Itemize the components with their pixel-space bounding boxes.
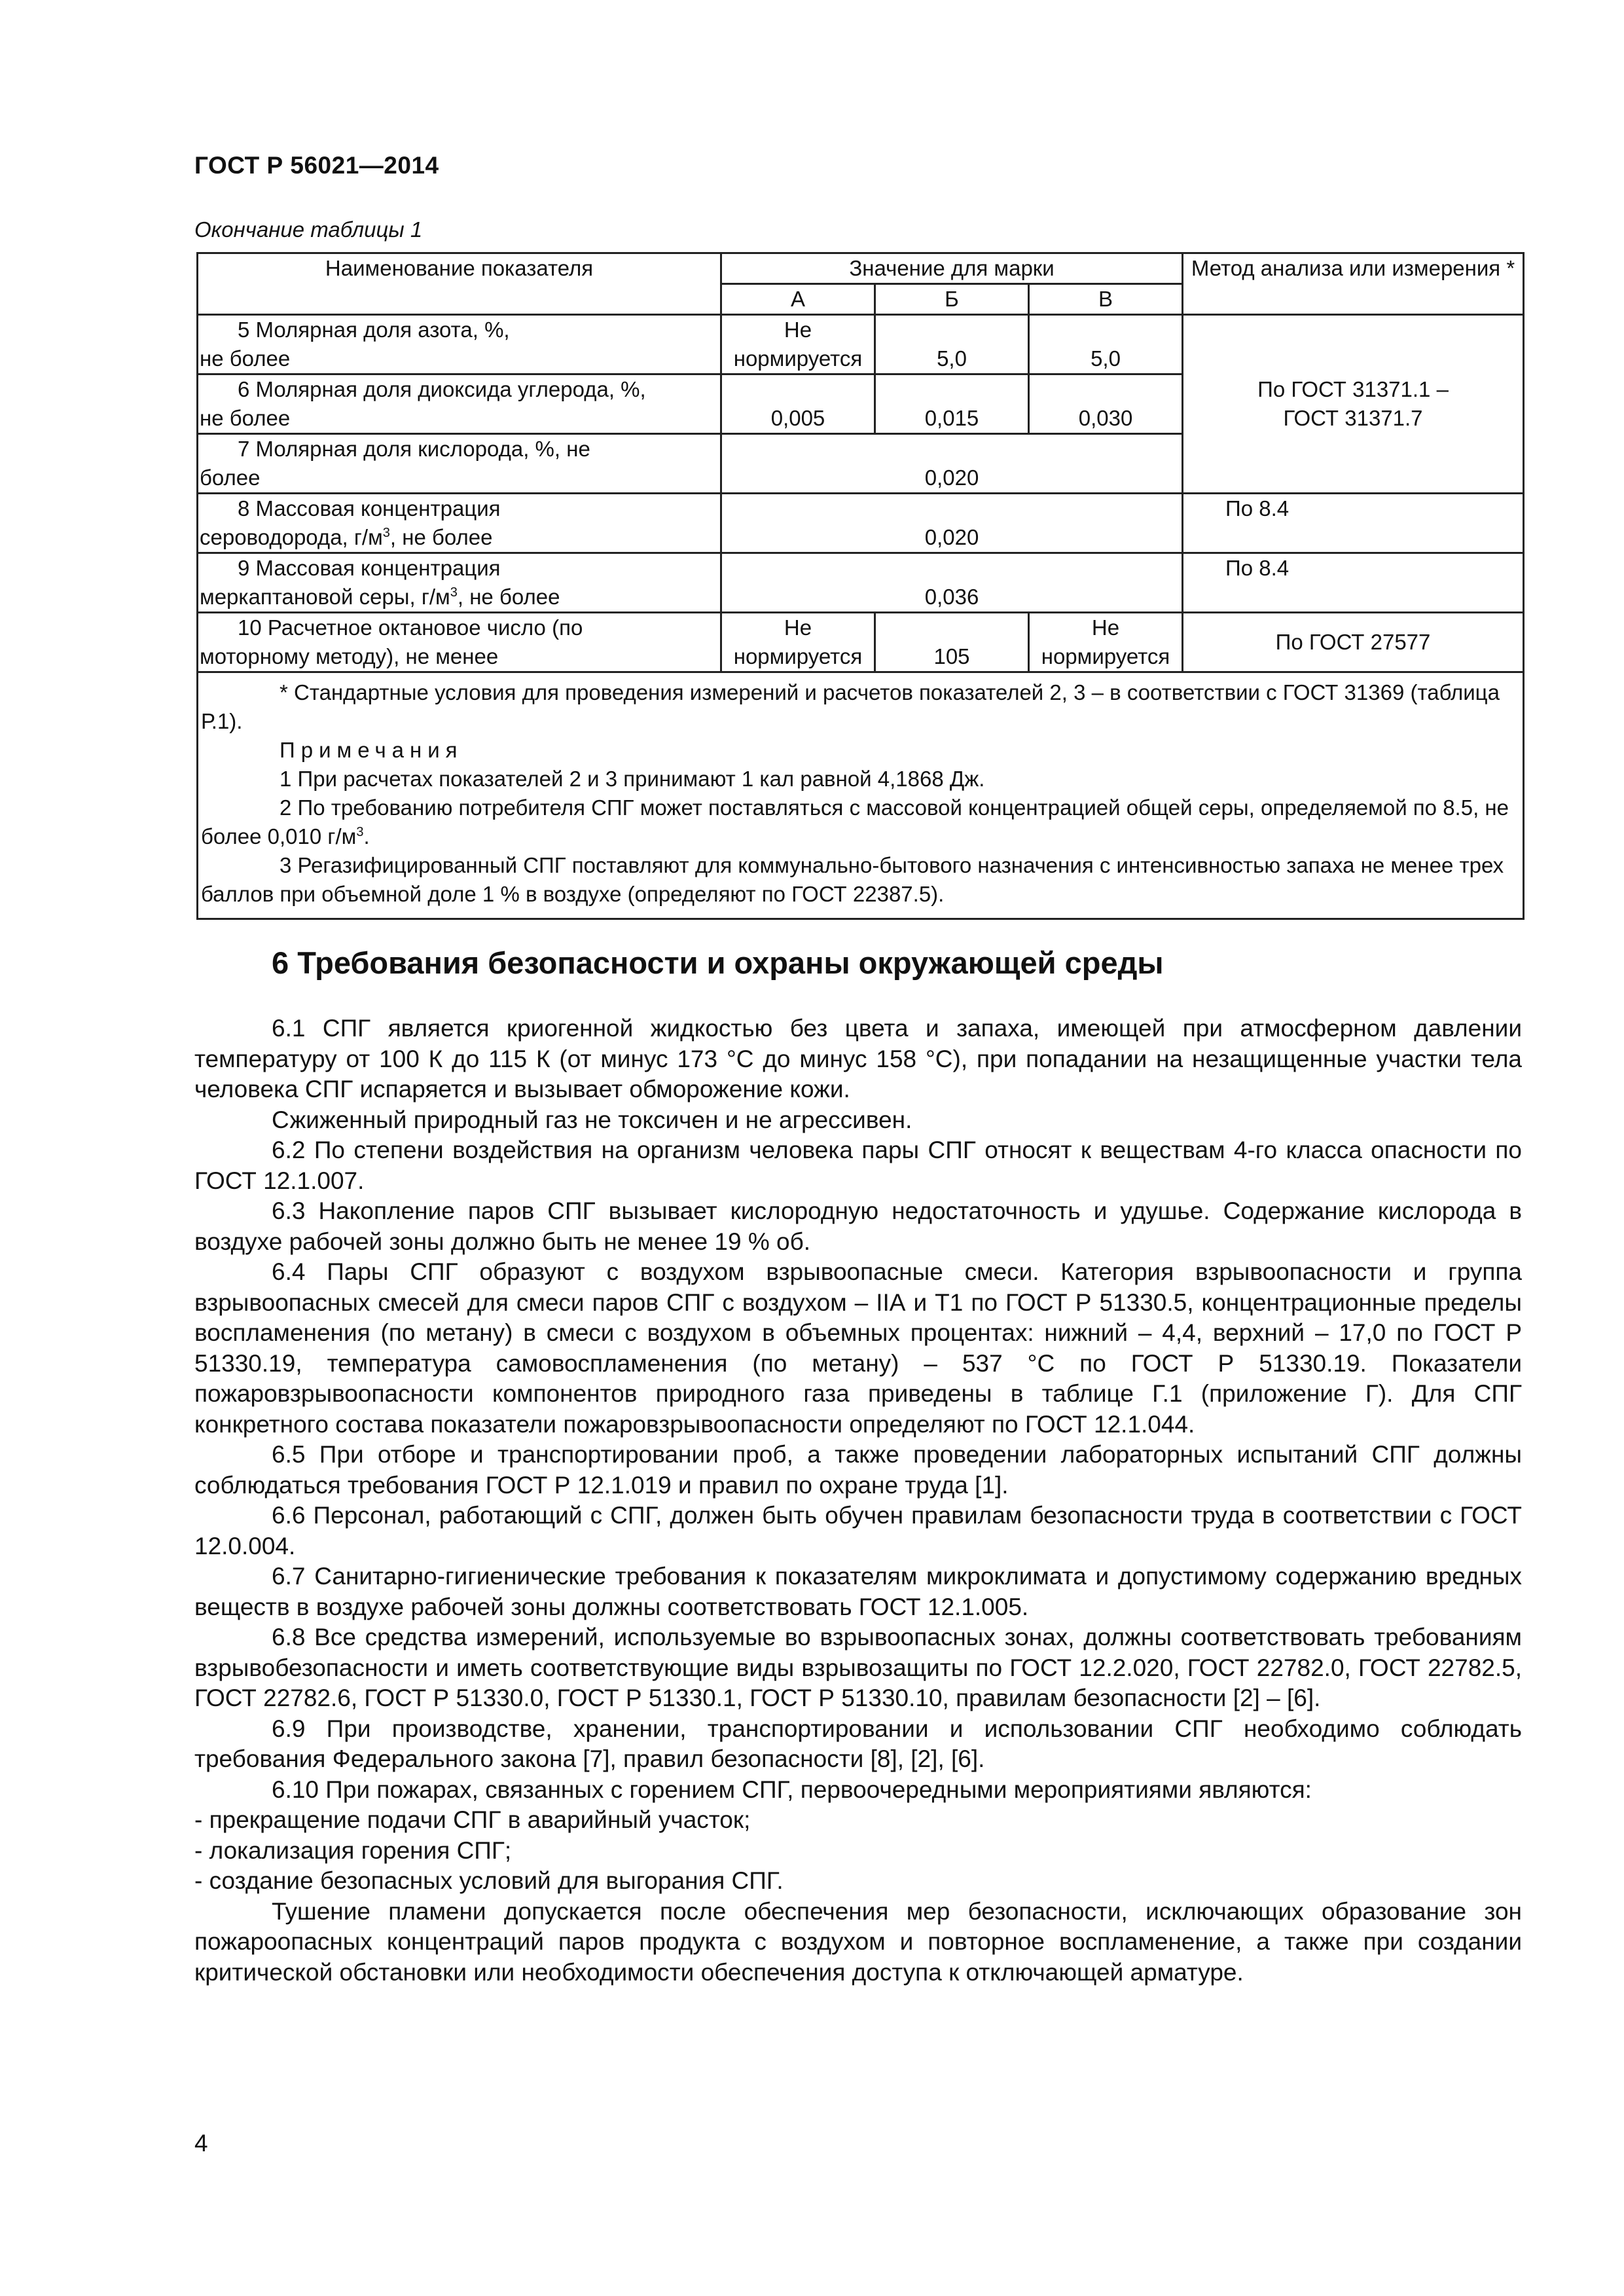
header-method: Метод анализа или измерения * bbox=[1183, 253, 1524, 315]
paragraph: 6.1 СПГ является криогенной жидкостью без цвета и запаха, имеющей при атмосферном давлении температуру от 100 К до 115 К (от минус 173 °С до минус 158 °С), при попадании на незащищенные участки тела человека СПГ испаряется и вызывает обморожение кожи. bbox=[194, 1015, 1522, 1102]
header-grade-c: В bbox=[1029, 284, 1183, 315]
row-name: 9 Массовая концентрация меркаптановой серы, $г/м^3$, не более bbox=[198, 553, 721, 613]
paragraph: Сжиженный природный газ не токсичен и не агрессивен. bbox=[272, 1106, 912, 1133]
paragraph: 6.6 Персонал, работающий с СПГ, должен быть обучен правилам безопасности труда в соответствии с ГОСТ 12.0.004. bbox=[194, 1502, 1522, 1559]
paragraph: 6.8 Все средства измерений, используемые во взрывоопасных зонах, должны соответствовать требованиям взрывобезопасности и иметь соответствующие виды взрывозащиты по ГОСТ 12.2.020, ГОСТ 22782.0, ГОСТ 22782.5, ГОСТ 22782.6, ГОСТ Р 51330.0, ГОСТ Р 51330.1, ГОСТ Р 51330.10, правилам безопасности [2] – [6]. bbox=[194, 1624, 1522, 1711]
table-notes bbox=[198, 672, 1524, 919]
header-grade-b: Б bbox=[875, 284, 1029, 315]
note-3: 3 Регазифицированный СПГ поставляют для коммунально-бытового назначения с интенсивностью запаха не менее трех баллов при объемной доле 1 % в воздухе (определяют по ГОСТ 22387.5). bbox=[201, 853, 1504, 906]
paragraph: 6.4 Пары СПГ образуют с воздухом взрывоопасные смеси. Категория взрывоопасности и группа взрывоопасных смесей для смеси паров СПГ с воздухом – IIА и Т1 по ГОСТ Р 51330.5, концентрационные пределы воспламенения (по метану) в смеси с воздухом в объемных процентах: нижний – 4,4, верхний – 17,0 по ГОСТ Р 51330.19, температура самовоспламенения (по метану) – 537 °С по ГОСТ Р 51330.19. Показатели пожаровзрывоопасности компонентов природного газа приведены в таблице Г.1 (приложение Г). Для СПГ конкретного состава показатели пожаровзрывоопасности определяют по ГОСТ 12.1.044. bbox=[194, 1258, 1522, 1438]
paragraph: 6.5 При отборе и транспортировании проб, а также проведении лабораторных испытаний СПГ должны соблюдаться требования ГОСТ Р 12.1.019 и правил по охране труда [1]. bbox=[194, 1441, 1522, 1499]
row-name: 10 Расчетное октановое число (по моторному методу), не менее bbox=[198, 613, 721, 672]
table-row bbox=[198, 315, 1524, 374]
row-name: 7 Молярная доля кислорода, %, не более bbox=[198, 434, 721, 494]
section-title: 6 Требования безопасности и охраны окружающей среды bbox=[272, 945, 1164, 980]
table-footnote: * Стандартные условия для проведения измерений и расчетов показателей 2, 3 – в соответствии с ГОСТ 31369 (таблица Р.1). bbox=[201, 680, 1500, 733]
row-value-a: Не нормируется bbox=[721, 315, 875, 374]
page-number: 4 bbox=[194, 2130, 208, 2157]
row-name: 8 Массовая концентрация сероводорода, $г/м^3$, не более bbox=[198, 494, 721, 553]
header-name: Наименование показателя bbox=[198, 253, 721, 315]
note-2: 2 По требованию потребителя СПГ может поставляться с массовой концентрацией общей серы, определяемой по 8.5, не более 0,010 $г/м^3$. bbox=[201, 795, 1509, 848]
row-value: 0,036 bbox=[721, 553, 1183, 613]
paragraph: 6.9 При производстве, хранении, транспортировании и использовании СПГ необходимо соблюдать требования Федерального закона [7], правил безопасности [8], [2], [6]. bbox=[194, 1715, 1522, 1772]
paragraph: 6.7 Санитарно-гигиенические требования к показателям микроклимата и допустимому содержанию вредных веществ в воздухе рабочей зоны должны соответствовать ГОСТ 12.1.005. bbox=[194, 1563, 1522, 1620]
note-1: 1 При расчетах показателей 2 и 3 принимают 1 кал равной 4,1868 Дж. bbox=[280, 767, 985, 791]
notes-title: Примечания bbox=[280, 738, 463, 762]
list-item: - прекращение подачи СПГ в аварийный участок; bbox=[194, 1806, 751, 1833]
document-code: ГОСТ Р 56021—2014 bbox=[194, 152, 439, 179]
table-caption: Окончание таблицы 1 bbox=[194, 217, 423, 242]
table-notes-row bbox=[198, 672, 1524, 919]
indicators-table bbox=[196, 252, 1525, 920]
paragraph: 6.2 По степени воздействия на организм человека пары СПГ относят к веществам 4-го класса опасности по ГОСТ 12.1.007. bbox=[194, 1137, 1522, 1194]
row-value-c: Не нормируется bbox=[1029, 613, 1183, 672]
list-item: - создание безопасных условий для выгорания СПГ. bbox=[194, 1867, 784, 1894]
row-value-b: 0,015 bbox=[875, 374, 1029, 434]
table-row bbox=[198, 613, 1524, 672]
row-method: По ГОСТ 27577 bbox=[1183, 613, 1524, 672]
section-body bbox=[194, 1013, 1522, 1988]
row-method-group: По ГОСТ 31371.1 – ГОСТ 31371.7 bbox=[1183, 315, 1524, 494]
paragraph: 6.10 При пожарах, связанных с горением СПГ, первоочередными мероприятиями являются: bbox=[272, 1776, 1312, 1803]
row-value-b: 5,0 bbox=[875, 315, 1029, 374]
paragraph: 6.3 Накопление паров СПГ вызывает кислородную недостаточность и удушье. Содержание кислорода в воздухе рабочей зоны должно быть не менее 19 % об. bbox=[194, 1197, 1522, 1255]
row-value-c: 0,030 bbox=[1029, 374, 1183, 434]
list-item: - локализация горения СПГ; bbox=[194, 1836, 512, 1864]
row-value: 0,020 bbox=[721, 434, 1183, 494]
row-value: 0,020 bbox=[721, 494, 1183, 553]
row-method: По 8.4 bbox=[1183, 494, 1524, 553]
row-value-c: 5,0 bbox=[1029, 315, 1183, 374]
row-name: 5 Молярная доля азота, %, не более bbox=[198, 315, 721, 374]
table-header-row bbox=[198, 253, 1524, 284]
row-value-b: 105 bbox=[875, 613, 1029, 672]
row-method: По 8.4 bbox=[1183, 553, 1524, 613]
row-value-a: Не нормируется bbox=[721, 613, 875, 672]
header-value-group: Значение для марки bbox=[721, 253, 1183, 284]
row-name: 6 Молярная доля диоксида углерода, %, не более bbox=[198, 374, 721, 434]
table-row bbox=[198, 494, 1524, 553]
header-grade-a: А bbox=[721, 284, 875, 315]
table-row bbox=[198, 553, 1524, 613]
paragraph: Тушение пламени допускается после обеспечения мер безопасности, исключающих образование зон пожароопасных концентраций паров продукта с воздухом и повторное воспламенение, а также при создании критической обстановки или необходимости обеспечения доступа к отключающей арматуре. bbox=[194, 1897, 1522, 1986]
row-value-a: 0,005 bbox=[721, 374, 875, 434]
